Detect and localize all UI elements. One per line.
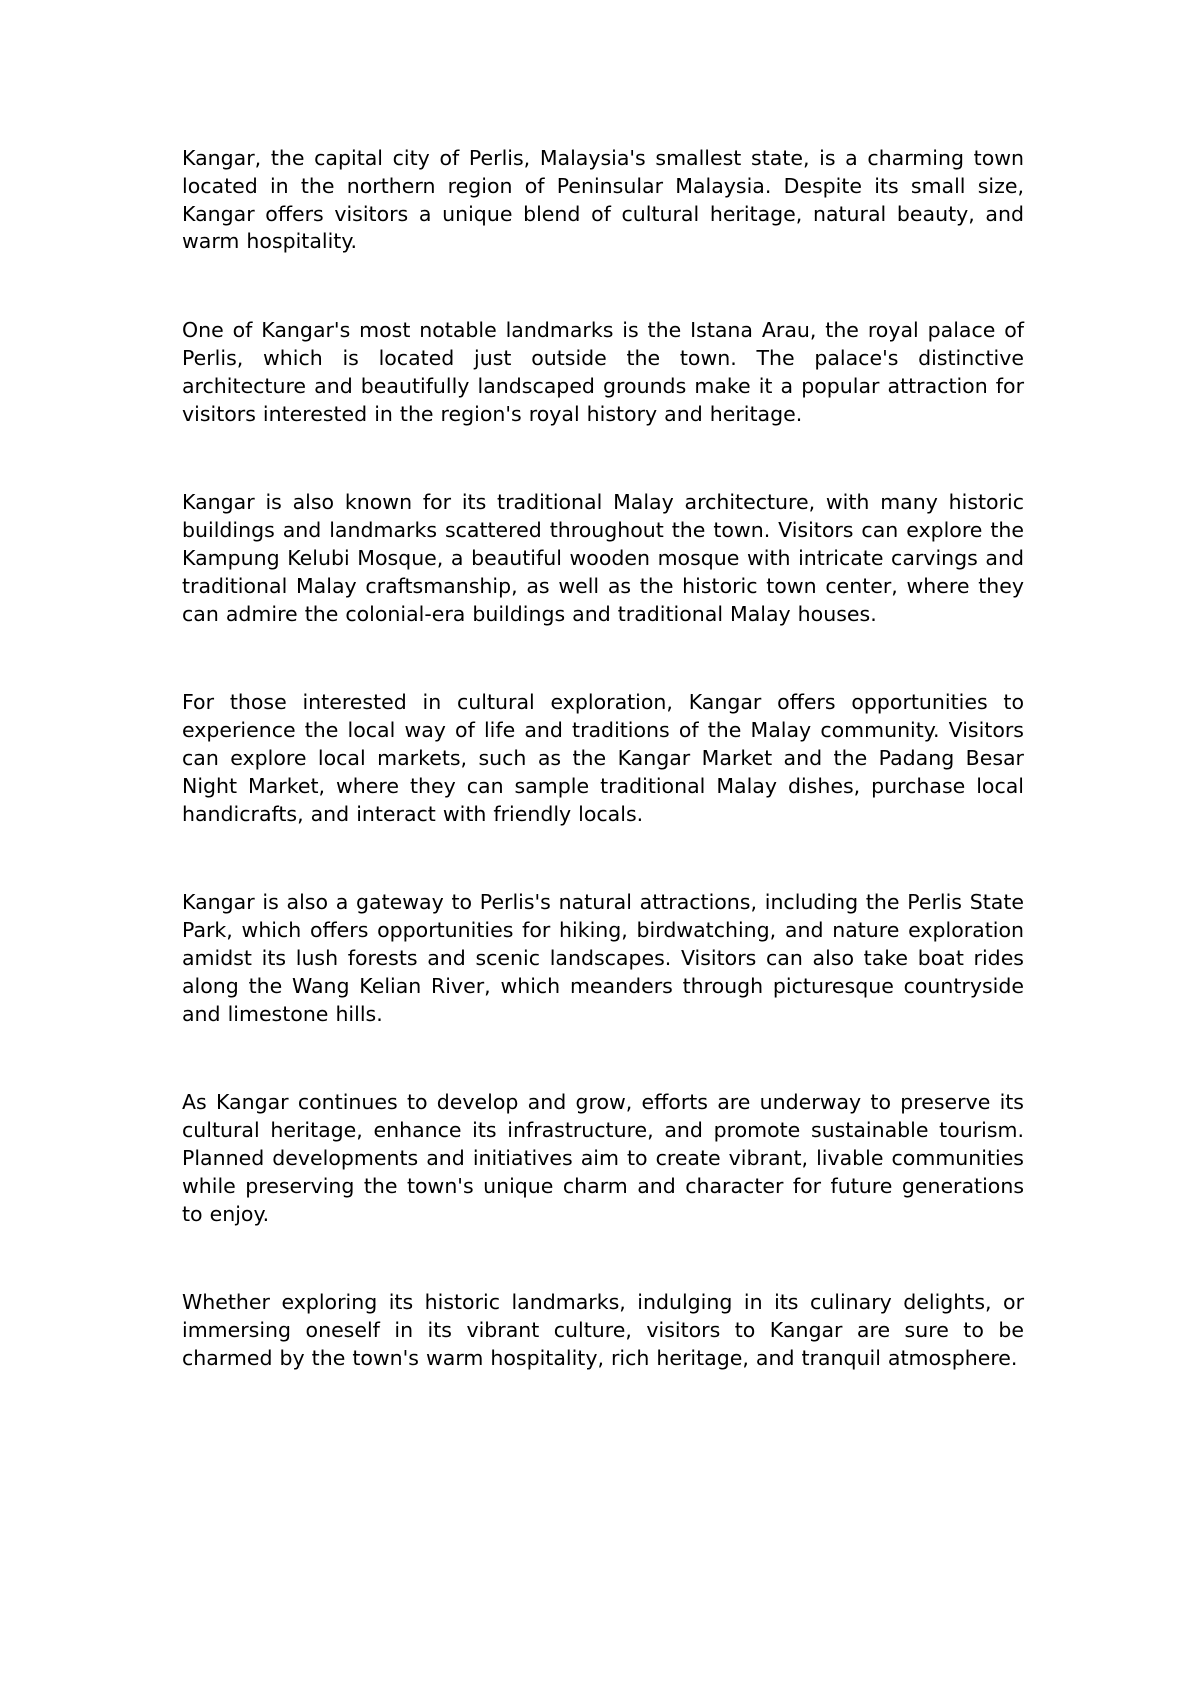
paragraph-architecture: Kangar is also known for its traditional Malay architecture, with many historic buildings and landmarks scattered throughout the town. Visitors can explore the Kampung Kelubi Mosque, a beautiful wooden mosque with intricate carvings and traditional Malay craftsmanship, as well as the historic town center, where they can admire the colonial-era buildings and traditional Malay houses.: [182, 490, 1024, 626]
document-body: [182, 145, 1024, 1434]
paragraph-intro: Kangar, the capital city of Perlis, Malaysia's smallest state, is a charming town located in the northern region of Peninsular Malaysia. Despite its small size, Kangar offers visitors a unique blend of cultural heritage, natural beauty, and warm hospitality.: [182, 146, 1024, 254]
paragraph-culture: For those interested in cultural exploration, Kangar offers opportunities to experience the local way of life and traditions of the Malay community. Visitors can explore local markets, such as the Kangar Market and the Padang Besar Night Market, where they can sample traditional Malay dishes, purchase local handicrafts, and interact with friendly locals.: [182, 690, 1024, 826]
paragraph-nature: Kangar is also a gateway to Perlis's natural attractions, including the Perlis State Park, which offers opportunities for hiking, birdwatching, and nature exploration amidst its lush forests and scenic landscapes. Visitors can also take boat rides along the Wang Kelian River, which meanders through picturesque countryside and limestone hills.: [182, 890, 1024, 1026]
paragraph-conclusion: Whether exploring its historic landmarks, indulging in its culinary delights, or immersing oneself in its vibrant culture, visitors to Kangar are sure to be charmed by the town's warm hospitality, rich heritage, and tranquil atmosphere.: [182, 1290, 1024, 1370]
paragraph-istana-arau: One of Kangar's most notable landmarks is the Istana Arau, the royal palace of Perlis, which is located just outside the town. The palace's distinctive architecture and beautifully landscaped grounds make it a popular attraction for visitors interested in the region's royal history and heritage.: [182, 318, 1024, 426]
paragraph-development: As Kangar continues to develop and grow, efforts are underway to preserve its cultural heritage, enhance its infrastructure, and promote sustainable tourism. Planned developments and initiatives aim to create vibrant, livable communities while preserving the town's unique charm and character for future generations to enjoy.: [182, 1090, 1024, 1226]
